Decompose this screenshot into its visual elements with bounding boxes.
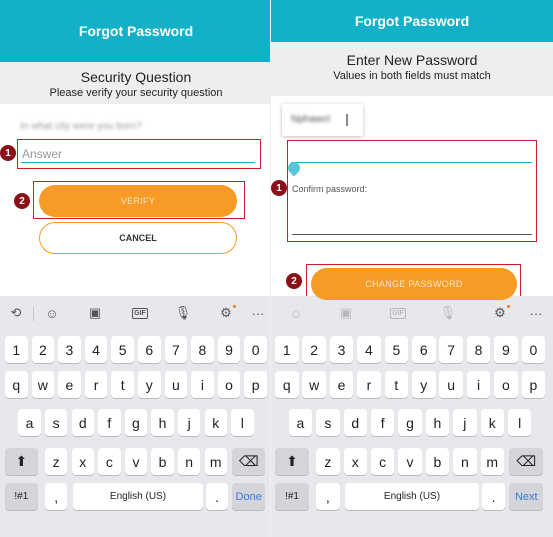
key-k[interactable]: k — [481, 409, 505, 436]
notification-dot — [507, 305, 510, 308]
section-header — [0, 62, 272, 104]
answer-input[interactable]: Answer — [22, 147, 63, 161]
annotation-badge-1: 1 — [0, 145, 16, 161]
key-2[interactable]: 2 — [302, 336, 326, 363]
sticker-icon[interactable]: ▣ — [88, 305, 102, 320]
more-icon[interactable]: ··· — [251, 305, 265, 321]
key-0[interactable]: 0 — [244, 336, 267, 363]
comma-key[interactable]: , — [45, 483, 68, 510]
key-i[interactable]: i — [467, 371, 491, 398]
security-question-text: In what city were you born? — [20, 121, 142, 132]
more-icon[interactable]: ··· — [529, 305, 543, 321]
key-v[interactable]: v — [125, 448, 148, 475]
key-s[interactable]: s — [316, 409, 340, 436]
key-7[interactable]: 7 — [165, 336, 188, 363]
key-t[interactable]: t — [385, 371, 409, 398]
section-subtitle: Please verify your security question — [49, 87, 223, 99]
key-m[interactable]: m — [205, 448, 228, 475]
answer-input-underline — [21, 162, 255, 163]
key-g[interactable]: g — [125, 409, 148, 436]
section-header — [271, 42, 553, 96]
key-a[interactable]: a — [289, 409, 313, 436]
keyboard-toolbar — [271, 296, 553, 332]
new-password-screen — [271, 0, 553, 537]
key-y[interactable]: y — [138, 371, 161, 398]
gear-icon[interactable]: ⚙ — [494, 305, 506, 320]
rotate-icon[interactable]: ⟲ — [10, 305, 22, 320]
header-title: Forgot Password — [354, 13, 470, 29]
key-t[interactable]: t — [111, 371, 134, 398]
key-1[interactable]: 1 — [275, 336, 299, 363]
cancel-button[interactable]: CANCEL — [39, 222, 237, 254]
key-x[interactable]: x — [344, 448, 368, 475]
key-u[interactable]: u — [165, 371, 188, 398]
key-n[interactable]: n — [178, 448, 201, 475]
key-h[interactable]: h — [151, 409, 174, 436]
key-d[interactable]: d — [72, 409, 95, 436]
gif-icon[interactable]: GIF — [392, 309, 404, 317]
key-6[interactable]: 6 — [138, 336, 161, 363]
microphone-icon[interactable]: 🎙 — [439, 305, 457, 320]
key-e[interactable]: e — [58, 371, 81, 398]
key-b[interactable]: b — [426, 448, 450, 475]
key-1[interactable]: 1 — [5, 336, 28, 363]
key-9[interactable]: 9 — [218, 336, 241, 363]
key-c[interactable]: c — [371, 448, 395, 475]
header-title: Forgot Password — [78, 23, 194, 39]
key-q[interactable]: q — [275, 371, 299, 398]
key-8[interactable]: 8 — [467, 336, 491, 363]
key-n[interactable]: n — [453, 448, 477, 475]
confirm-password-label: Confirm password: — [292, 184, 368, 194]
key-r[interactable]: r — [357, 371, 381, 398]
password-hint-popup — [282, 104, 363, 136]
key-l[interactable]: l — [508, 409, 532, 436]
sticker-icon[interactable]: ▣ — [339, 305, 353, 320]
key-o[interactable]: o — [494, 371, 518, 398]
key-z[interactable]: z — [45, 448, 68, 475]
microphone-icon[interactable]: 🎙 — [174, 305, 192, 320]
password-hint-text: Nphawct — [291, 114, 330, 125]
text-cursor — [346, 114, 348, 126]
key-b[interactable]: b — [151, 448, 174, 475]
shift-key[interactable]: ⬆ — [275, 448, 309, 475]
key-m[interactable]: m — [481, 448, 505, 475]
key-v[interactable]: v — [398, 448, 422, 475]
key-u[interactable]: u — [439, 371, 463, 398]
app-header — [0, 0, 272, 62]
key-3[interactable]: 3 — [330, 336, 354, 363]
backspace-key[interactable]: ⌫ — [509, 448, 543, 475]
key-p[interactable]: p — [522, 371, 546, 398]
key-6[interactable]: 6 — [412, 336, 436, 363]
key-e[interactable]: e — [330, 371, 354, 398]
key-a[interactable]: a — [18, 409, 41, 436]
confirm-password-input[interactable] — [292, 234, 532, 235]
section-subtitle: Values in both fields must match — [333, 70, 491, 82]
key-f[interactable]: f — [98, 409, 121, 436]
onscreen-keyboard — [271, 296, 553, 537]
section-title: Enter New Password — [346, 52, 478, 68]
key-9[interactable]: 9 — [494, 336, 518, 363]
backspace-key[interactable]: ⌫ — [232, 448, 265, 475]
key-y[interactable]: y — [412, 371, 436, 398]
gif-icon[interactable]: GIF — [134, 309, 146, 317]
key-d[interactable]: d — [344, 409, 368, 436]
space-key[interactable]: English (US) — [73, 483, 203, 510]
emoji-icon[interactable]: ☺ — [289, 305, 303, 321]
annotation-badge-2: 2 — [14, 193, 30, 209]
key-g[interactable]: g — [398, 409, 422, 436]
keyboard-toolbar — [0, 296, 272, 332]
action-key[interactable]: Done — [232, 483, 265, 510]
key-w[interactable]: w — [302, 371, 326, 398]
app-header — [271, 0, 553, 42]
key-8[interactable]: 8 — [191, 336, 214, 363]
key-r[interactable]: r — [85, 371, 108, 398]
onscreen-keyboard — [0, 296, 272, 537]
key-l[interactable]: l — [231, 409, 254, 436]
key-o[interactable]: o — [218, 371, 241, 398]
gear-icon[interactable]: ⚙ — [220, 305, 232, 320]
key-q[interactable]: q — [5, 371, 28, 398]
key-j[interactable]: j — [453, 409, 477, 436]
key-4[interactable]: 4 — [357, 336, 381, 363]
space-key[interactable]: English (US) — [345, 483, 479, 510]
annotation-badge-2: 2 — [286, 273, 302, 289]
verify-button[interactable]: VERIFY — [39, 185, 237, 217]
symbols-key[interactable]: !#1 — [275, 483, 309, 510]
key-x[interactable]: x — [72, 448, 95, 475]
key-5[interactable]: 5 — [111, 336, 134, 363]
new-password-input[interactable] — [291, 162, 532, 163]
key-2[interactable]: 2 — [32, 336, 55, 363]
key-z[interactable]: z — [316, 448, 340, 475]
key-5[interactable]: 5 — [385, 336, 409, 363]
key-k[interactable]: k — [205, 409, 228, 436]
key-h[interactable]: h — [426, 409, 450, 436]
period-key[interactable]: . — [482, 483, 506, 510]
change-password-button[interactable]: CHANGE PASSWORD — [311, 268, 517, 300]
action-key[interactable]: Next — [509, 483, 543, 510]
toolbar-separator — [33, 307, 34, 321]
key-w[interactable]: w — [32, 371, 55, 398]
key-0[interactable]: 0 — [522, 336, 546, 363]
key-7[interactable]: 7 — [439, 336, 463, 363]
period-key[interactable]: . — [206, 483, 229, 510]
key-f[interactable]: f — [371, 409, 395, 436]
key-i[interactable]: i — [191, 371, 214, 398]
key-p[interactable]: p — [244, 371, 267, 398]
emoji-icon[interactable]: ☺ — [45, 305, 59, 321]
key-4[interactable]: 4 — [85, 336, 108, 363]
security-question-screen — [0, 0, 272, 537]
key-j[interactable]: j — [178, 409, 201, 436]
annotation-badge-1: 1 — [271, 180, 287, 196]
notification-dot — [233, 305, 236, 308]
key-3[interactable]: 3 — [58, 336, 81, 363]
comma-key[interactable]: , — [316, 483, 340, 510]
key-s[interactable]: s — [45, 409, 68, 436]
key-c[interactable]: c — [98, 448, 121, 475]
shift-key[interactable]: ⬆ — [5, 448, 38, 475]
symbols-key[interactable]: !#1 — [5, 483, 38, 510]
section-title: Security Question — [80, 69, 192, 85]
